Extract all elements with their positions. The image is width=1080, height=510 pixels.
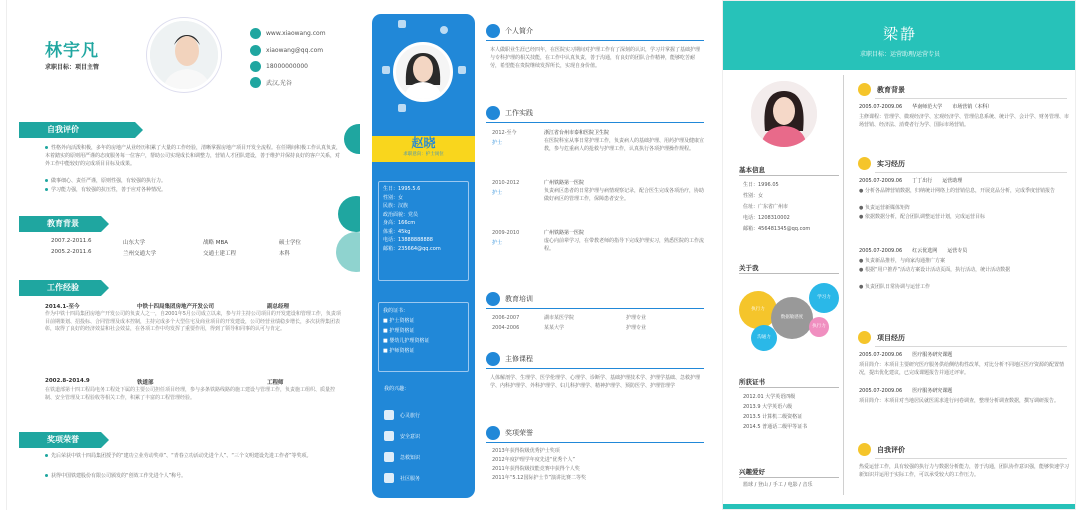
r1-deco-circle [344,124,360,154]
r3-line-edu [875,98,1067,99]
r2-hobby-2: 安全意识 [384,431,420,441]
r1-name: 林宇凡 [45,41,99,61]
travel-icon [384,410,394,420]
graduation-cap-icon [858,83,871,96]
r3-intern-2-item-3: ● 负责团队日常协调与运营工作 [859,284,930,290]
r2-cert-1: ■ 护士资格证 [383,318,415,324]
r1-section-work: 工作经验 [19,280,101,296]
r2-cert-4: ■ 护师资格证 [383,348,415,354]
r2-award-4: 2011年“5.12国际护士节”演讲比赛二等奖 [492,475,587,481]
r2-exp-1-date: 2012-至今 [492,130,517,136]
resume-1 [6,0,360,510]
r3-bubble-2: 学习力 [809,283,839,313]
r3-intern-1-head: 2005.07-2009.06 丁丁出行 运营助理 [859,178,963,184]
r2-exp-3-place: 广州铁路第一医院 [544,230,585,236]
r3-line-project [875,346,1067,347]
r3-basic-line [739,175,839,176]
project-icon [858,331,871,344]
r1-work-2-desc: 在铁道部第十四工程局电务工程处下属的主要公司担任项目经理，参与多条铁路线路的施工建设与管理工作，负责施工组织、质量控制、安全管理及工程验收等相关工作，积累了丰富的工程管理经验。 [45,387,336,401]
r3-project-2-desc: 项目简介：本项目对当地居民就医需求进行问卷调查，整理分析调查数据，撰写调研报告。 [859,398,1060,404]
r1-contact-email: xiaowang@qq.com [250,45,323,56]
r1-self-eval-3: 学习能力强，有较强的抗压性，善于应对各种情况。 [45,186,341,194]
r3-avatar [751,81,817,147]
r3-goal: 求职目标：运营助理/运营专员 [859,51,941,58]
r2-info-political: 政治面貌：党员 [383,211,419,218]
r3-cert-title: 所获证书 [739,378,765,386]
mail-icon [250,45,261,56]
trophy-icon [486,426,500,440]
graduation-cap-icon [486,292,500,306]
r2-name: 赵晓 [411,136,436,150]
r1-self-eval-2: 做事细心、责任严谨，原则性强，有较强的执行力。 [45,177,341,185]
r2-location-icon [382,66,390,74]
r2-exp-3-date: 2009-2010 [492,230,520,236]
r3-footer-bar [723,504,1076,509]
r2-exp-2-role: 护士 [492,190,503,196]
r3-cert-1: 2012.01 大学英语四级 [743,394,796,400]
r1-award-1: 先后荣获中铁十四局集团授予的“建功立业劳动奖章”、“青春立功活动先进个人”、“三个文明建设先进工作者”等奖项。 [45,452,341,460]
r1-contact-location: 武汉,光谷 [250,77,292,88]
r1-section-awards: 奖项荣誉 [19,432,101,448]
person-icon [486,24,500,38]
r2-courses-text: 人体解剖学、生理学、医学伦理学、心理学、诊断学、基础护理技术学、护理学基础、急救护理学、内科护理学、外科护理学、妇儿科护理学、精神护理学、预防医学、护理管理学 [490,375,701,389]
r3-intern-1-item-1: ● 分析各品牌营销数据，归纳统计网络上的营销信息，开展竞品分析，完成季度营销报告 [859,188,1055,194]
r2-edu-1-school: 湖市某医学院 [544,315,575,321]
r1-deco-circle-3 [336,232,360,272]
r2-cert-2: ■ 护理资格证 [383,328,415,334]
r2-hobby-1: 心灵旅行 [384,410,420,420]
r2-cert-box [378,302,469,372]
r1-edu-row-1: 2007.2-2011.6 山东大学 战略 MBA 硕士学位 [51,238,302,246]
r2-mail-icon [440,26,448,34]
r1-edu-row-2: 2005.2-2011.6 兰州交通大学 交通土建工程 本科 [51,249,291,257]
r2-exp-3-role: 护士 [492,240,503,246]
r3-section-intern: 实习经历 [858,157,905,170]
r1-contact-web: www.xiaowang.com [250,28,326,39]
r2-section-awards: 奖项荣誉 [486,426,533,440]
r2-edu-2-date: 2004-2006 [492,325,520,331]
r1-work-2-head: 2002.8-2014.9 铁道部 工程师 [45,378,284,386]
r3-bubble-4: 沟通力 [751,325,777,351]
r3-intern-2-item-2: ● 根据“用户推荐”活动方案设计活动页面，执行活动，统计活动数据 [859,267,1011,273]
r3-section-edu: 教育背景 [858,83,905,96]
r1-avatar [147,18,221,92]
r3-cert-line [739,387,839,388]
r2-home-icon [398,20,406,28]
location-icon [250,77,261,88]
r2-hobby-4: 社区服务 [384,473,420,483]
r2-section-work: 工作实践 [486,106,533,120]
r2-info-phone: 电话：13888888888 [383,237,433,243]
r2-hobby-title: 我的兴趣： [384,386,410,392]
r2-info-email: 邮箱：235664@qq.com [383,245,441,252]
r1-section-edu: 教育背景 [19,216,101,232]
r2-exp-2-date: 2010-2012 [492,180,520,186]
r2-avatar [393,42,453,102]
r2-doc-icon [398,104,406,112]
r3-line-self [875,458,1067,459]
r2-cert-title: 我的证书： [383,308,409,314]
r1-work-1-desc: 作为中铁十四局集团房地产开发公司的负责人之一，自2001年5月公司成立以来，参与并主持公司项目的开发建设和管理工作，负责项目前期策划、招投标、合同管理及成本控制，主持完成多个大型住宅及商业项目的开发建设，公司经营业绩稳步增长，多次获得集团表彰，取得了良好的经济效益和社会效益，在各项工作中均发挥了重要作用，得到了领导和同事的认可与肯定。 [45,311,341,332]
r3-intern-2-head: 2005.07-2009.06 红云优选网 运营专员 [859,248,968,254]
r3-bubble-1: 执行力 [739,291,777,329]
r2-edu-2-school: 某某大学 [544,325,565,331]
briefcase-icon [486,106,500,120]
heart-icon [858,443,871,456]
r2-cert-3: ■ 婴幼儿护理资格证 [383,338,430,344]
r2-award-1: 2013年获得院级优秀护士奖项 [492,448,560,454]
r3-project-1-head: 2005.07-2009.06 医疗服务研究课题 [859,352,953,358]
globe-icon [250,28,261,39]
r3-basic-title: 基本信息 [739,166,765,174]
r2-namebox [372,136,475,162]
community-icon [384,473,394,483]
r3-bubble-3: 数据敏感度 [771,297,813,339]
r2-divider-2 [486,122,704,123]
r2-exp-2-place: 广州铁路第一医院 [544,180,585,186]
r2-info-height: 身高：166cm [383,220,416,226]
r3-project-2-head: 2005.07-2009.06 医疗服务研究课题 [859,388,953,394]
r3-edu-head: 2005.07-2009.06 华南师范大学 市场营销（本科） [859,104,993,110]
r2-intro-text: 本人做职业生涯已经四年，在医院实习期间对护理工作有了深刻的认识，学习并掌握了基础护理与专科护理的相关技能，在工作中认真负责，善于沟通，有良好的团队合作精神，能够吃苦耐劳，希望能在贵院继续发挥所长，实现自身价值。 [490,47,701,69]
r3-basic-email: 邮箱：456481345@qq.com [743,226,811,232]
r1-deco-circle-2 [338,196,360,232]
r3-section-self: 自我评价 [858,443,905,456]
r1-work-1-head: 2014.1-至今 中铁十四局集团房地产开发公司 副总经理 [45,304,290,310]
r2-section-courses: 主修课程 [486,352,533,366]
r3-name: 梁静 [882,25,917,43]
r2-exp-2-desc: 负责病区患者的日常护理与病情观察记录，配合医生完成各项治疗，协助做好病区的管理工作，保障患者安全。 [544,188,705,202]
r3-cert-4: 2014.5 普通话二级甲等证书 [743,424,808,430]
r2-award-3: 2011年获得院级技能竞赛中获得个人奖 [492,466,580,472]
r2-info-box [378,181,469,281]
r3-section-project: 项目经历 [858,331,905,344]
r3-basic-phone: 电话：1208310002 [743,215,790,221]
r1-award-2: 获得中国铁建股份有限公司颁发的“创效工作先进个人”称号。 [45,472,341,480]
r3-cert-2: 2013.9 大学英语六级 [743,404,793,410]
r3-self-text: 热爱运营工作，具有较强的执行力与数据分析能力，善于沟通，团队协作意识强，能够快速学习新知识并运用于实际工作，可以承受较大的工作压力。 [859,464,1070,478]
first-aid-icon [384,452,394,462]
r2-award-2: 2012年度护理学年度先进“优秀个人” [492,457,575,463]
r3-about-title: 关于我 [739,264,759,272]
r3-bubble-5: 执行力 [809,317,829,337]
r2-exp-1-place: 浙江省台州市泰和医院卫生院 [544,130,610,136]
r3-header [723,1,1076,70]
r3-intern-2-item-1: ● 负责新品推荐，与商家沟通推广方案 [859,258,945,264]
r2-info-gender: 性别：女 [383,194,404,201]
r2-info-weight: 体重：45kg [383,228,411,235]
r2-edu-1-date: 2006-2007 [492,315,520,321]
safety-icon [384,431,394,441]
r2-edu-1-major: 护理专业 [626,315,647,321]
r1-self-eval-1: 性格外向活泼积极，多年的房地产从业经历积累了大量的工作经验，清晰掌握房地产项目开发全流程。在任期间积极工作认真负责，本着踏实的原则用严谨的态度服务每一位客户，帮助公司实现成长和调整力，营销人才团队建设，善于维护并保持良好的客户关系，对外工作中能较好的完成项目目标及成果。 [45,145,342,167]
r2-exp-3-desc: 虚心向前辈学习，在带教老师的指导下完成护理实习，熟悉医院的工作流程。 [544,238,705,252]
r2-phone-icon [458,66,466,74]
r1-section-self-eval: 自我评价 [19,122,135,138]
r2-exp-1-role: 护士 [492,140,503,146]
r2-divider-1 [486,40,704,41]
r3-cert-3: 2013.5 计算机二级资格证 [743,414,803,420]
r3-basic-address: 住址：广东省广州市 [743,204,789,210]
r3-basic-gender: 性别：女 [743,193,764,199]
r3-intern-1-item-2: ● 负责运营新媒体矩阵 [859,205,910,211]
briefcase-icon [858,157,871,170]
r3-hobby-title: 兴趣爱好 [739,468,765,476]
r1-contact-phone: 18000000000 [250,61,308,72]
r1-goal: 求职目标：项目主管 [45,64,100,71]
r3-line-intern [875,172,1067,173]
r3-hobby-line [739,477,839,478]
r2-divider-3 [486,308,704,309]
r2-info-birthday: 生日：1995.5.6 [383,186,421,192]
r2-hobby-3: 急救知识 [384,452,420,462]
r3-edu-desc: 主修课程：管理学、微观经济学、宏观经济学、管理信息系统、统计学、会计学、财务管理、市场营销、经济法、消费者行为学、国际市场营销。 [859,114,1070,128]
phone-icon [250,61,261,72]
r3-project-1-desc: 项目简介：本项目主要研究医疗服务供给侧结构性改革，对比分析不同地区医疗资源的配置情况，提出优化建议，已完成课题报告并通过评审。 [859,362,1065,376]
r3-intern-1-item-3: ● 依据数据分析，配合团队调整运营计划，完成运营目标 [859,214,985,220]
r2-info-ethnicity: 民族：汉族 [383,203,409,209]
r2-exp-1-desc: 在医院科室从事日常护理工作，负责病人的基础护理、用药护理及健康宣教，参与危重病人的抢救与护理工作，认真执行各项护理操作规程。 [544,138,705,152]
r2-section-edu: 教育培训 [486,292,533,306]
book-icon [486,352,500,366]
resume-3 [722,0,1076,510]
r2-divider-4 [486,368,704,369]
r3-hobbies: 篮球 / 登山 / 手工 / 电影 / 音乐 [743,482,813,488]
r3-about-line [739,273,839,274]
r2-section-intro: 个人简介 [486,24,533,38]
r2-goal: 求职意向：护士岗位 [403,152,444,157]
r2-edu-2-major: 护理专业 [626,325,647,331]
r2-divider-5 [486,442,704,443]
r3-divider-vertical [843,75,844,495]
r3-basic-birthday: 生日：1996.05 [743,182,779,188]
